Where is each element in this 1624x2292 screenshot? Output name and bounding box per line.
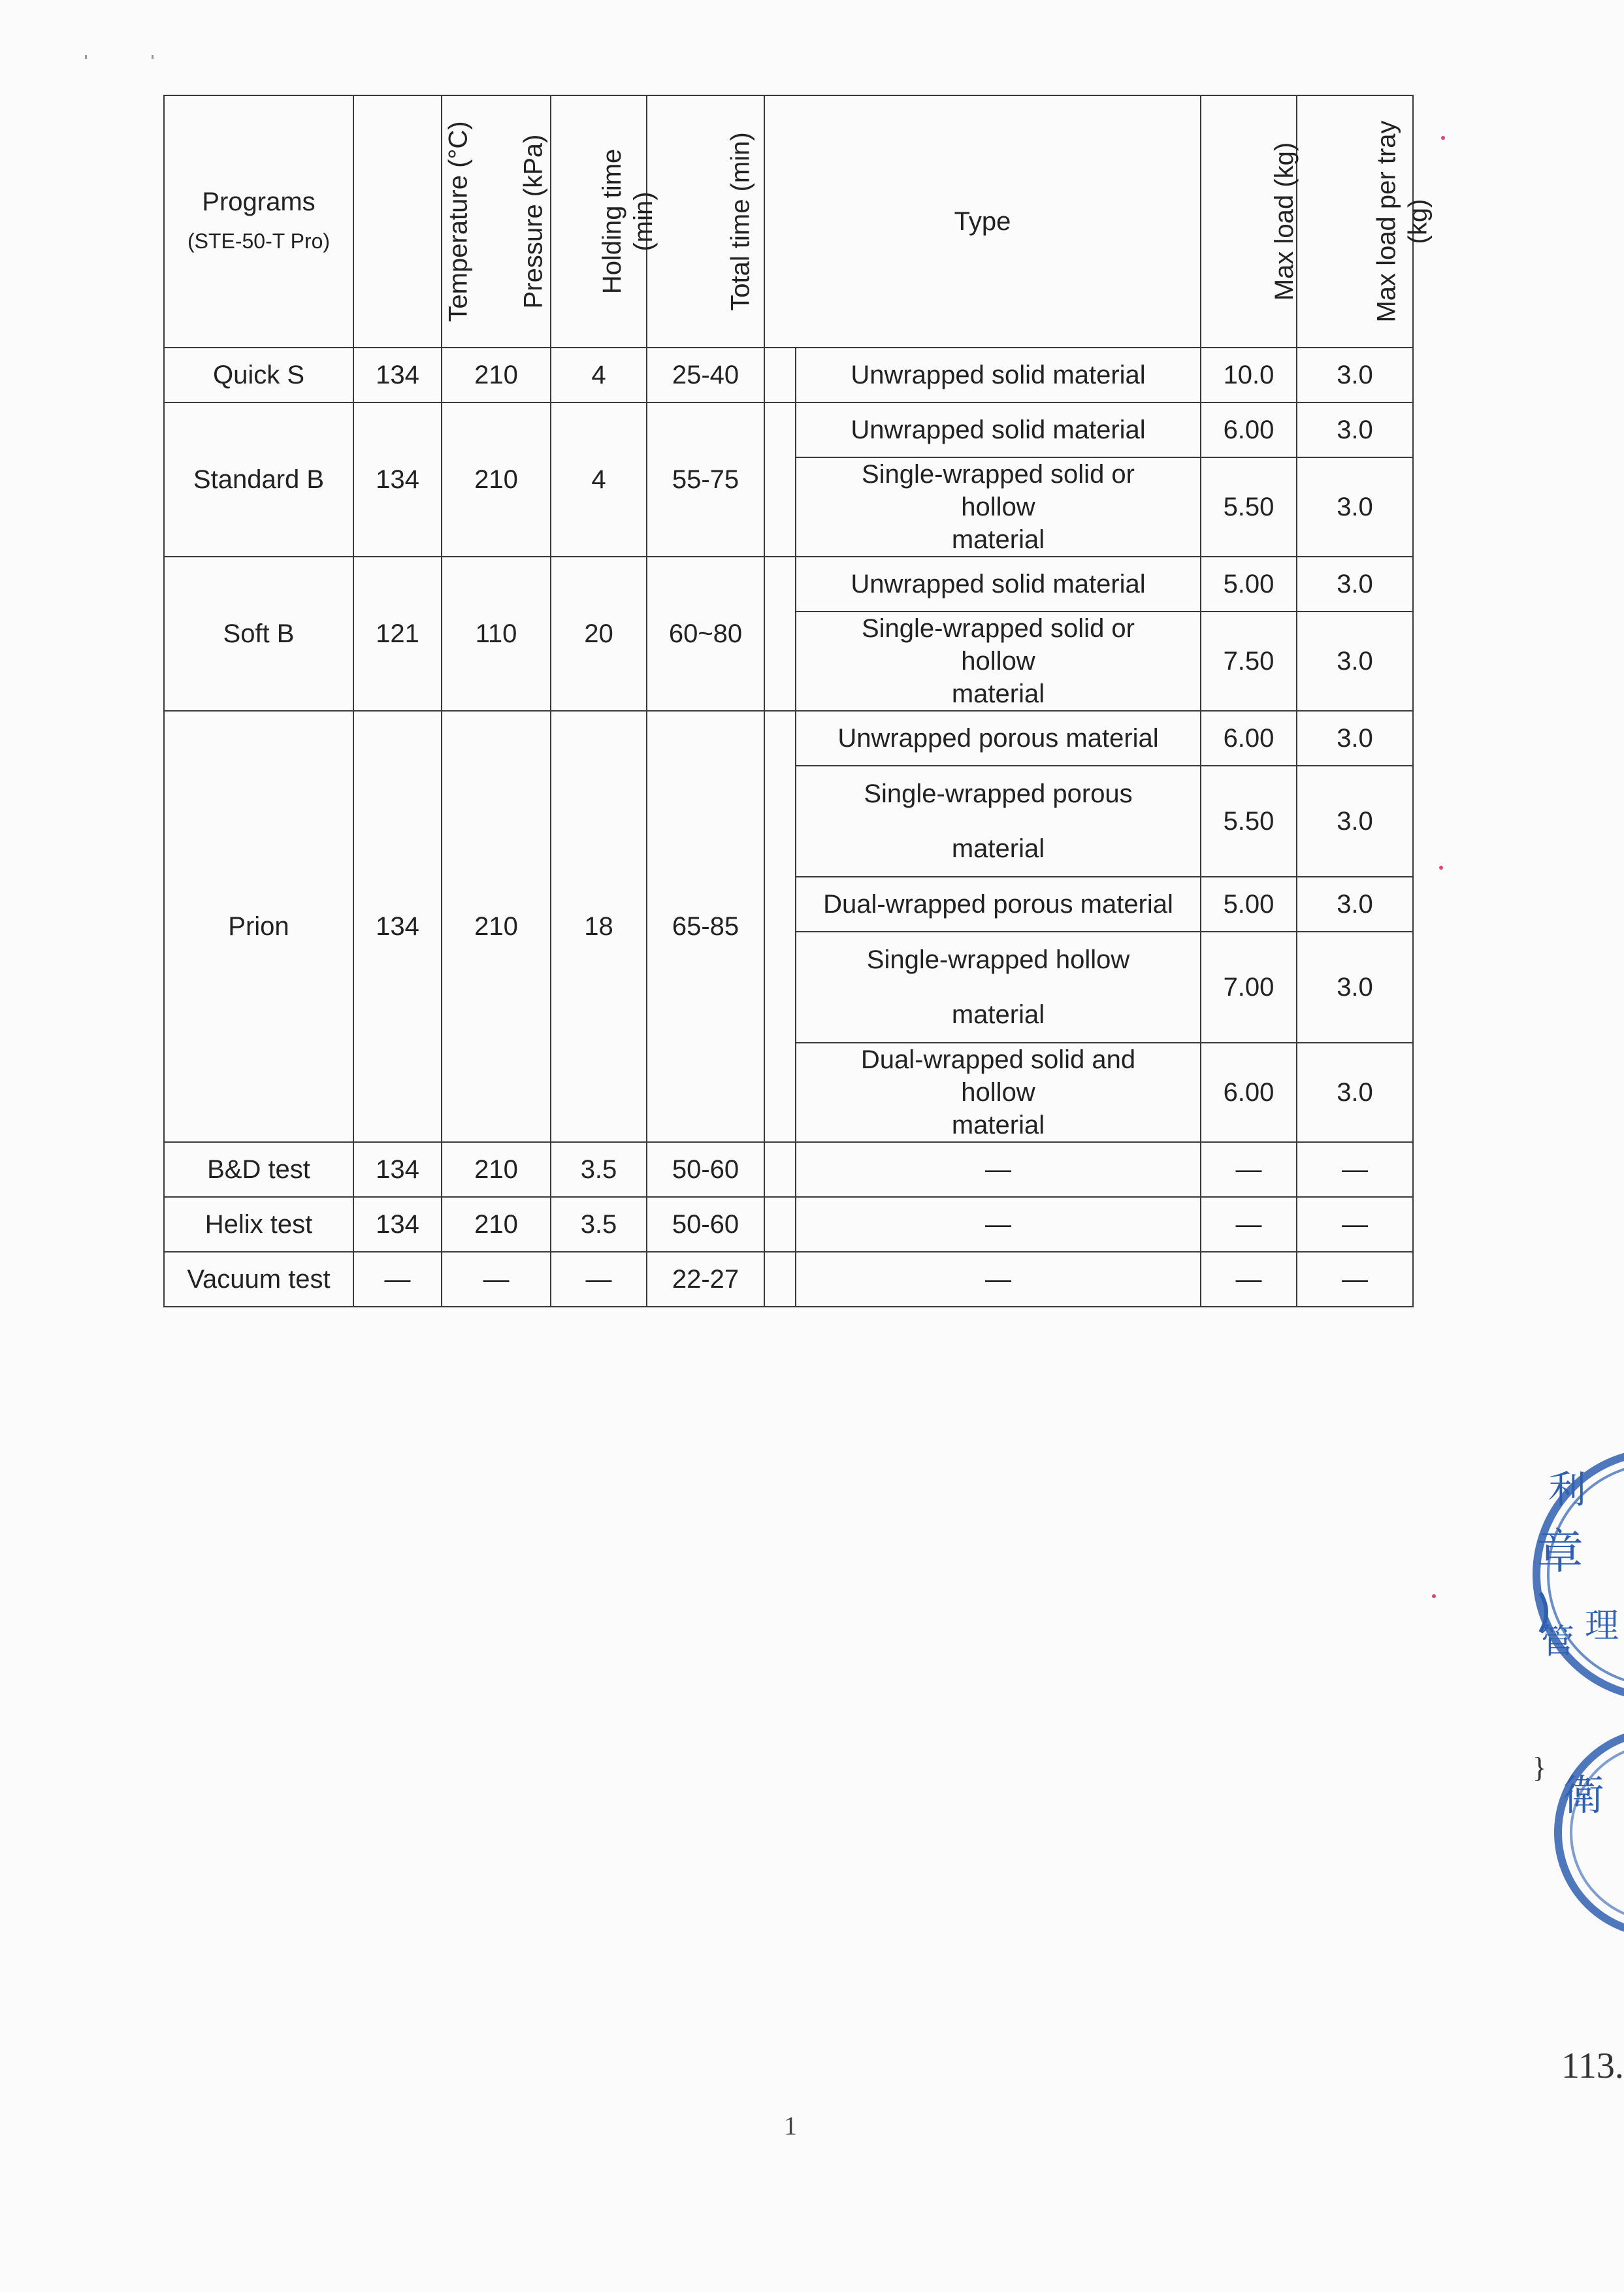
max-load-cell: — [1201, 1197, 1297, 1252]
scan-speck [1432, 1594, 1436, 1598]
max-load-per-tray-cell: 3.0 [1297, 1043, 1413, 1142]
header-model-label: (STE-50-T Pro) [187, 229, 331, 253]
header-max-load-label: Max load (kg) [1270, 142, 1299, 301]
temperature-cell: 134 [353, 1142, 442, 1197]
header-temperature [353, 95, 473, 348]
type-cell [796, 612, 1201, 711]
program-name: Helix test [164, 1197, 353, 1252]
type-line: material [951, 679, 1045, 708]
max-load-cell: 10.0 [1201, 348, 1297, 402]
total-time-cell: 22-27 [647, 1252, 764, 1307]
spacer-cell [764, 557, 796, 711]
scan-speck [1441, 136, 1445, 140]
holding-time-cell: — [551, 1252, 647, 1307]
program-name: B&D test [164, 1142, 353, 1197]
spacer-cell [764, 1197, 796, 1252]
pressure-cell: 210 [442, 711, 551, 1142]
type-line: hollow [961, 1078, 1035, 1107]
holding-time-cell: 18 [551, 711, 647, 1142]
type-line: material [951, 1111, 1045, 1139]
type-line: material [951, 525, 1045, 554]
header-max-load-per-tray [1297, 95, 1433, 348]
side-number: 113. [1561, 2046, 1624, 2086]
table-row [164, 711, 1413, 766]
program-name: Standard B [164, 402, 353, 557]
type-cell: Unwrapped solid material [796, 348, 1201, 402]
type-cell: — [796, 1197, 1201, 1252]
max-load-cell: 5.00 [1201, 877, 1297, 932]
header-temperature-label: Temperature (°C) [444, 121, 473, 322]
max-load-per-tray-cell: — [1297, 1252, 1413, 1307]
type-line: material [951, 834, 1045, 863]
type-cell: Dual-wrapped porous material [796, 877, 1201, 932]
total-time-cell: 65-85 [647, 711, 764, 1142]
total-time-cell: 50-60 [647, 1142, 764, 1197]
type-cell: Unwrapped solid material [796, 557, 1201, 612]
type-line: hollow [961, 647, 1035, 676]
program-name: Soft B [164, 557, 353, 711]
holding-time-cell: 4 [551, 348, 647, 402]
holding-time-cell: 4 [551, 402, 647, 557]
header-holding-time-unit: (min) [629, 191, 658, 252]
type-cell: — [796, 1142, 1201, 1197]
header-total-time-label: Total time (min) [726, 132, 755, 311]
holding-time-cell: 20 [551, 557, 647, 711]
max-load-per-tray-cell: 3.0 [1297, 711, 1413, 766]
program-name: Vacuum test [164, 1252, 353, 1307]
table-row [164, 1252, 1413, 1307]
seal-char: 利 [1548, 1467, 1587, 1512]
max-load-cell: 6.00 [1201, 402, 1297, 457]
type-cell [796, 766, 1201, 877]
holding-time-cell: 3.5 [551, 1142, 647, 1197]
program-name: Quick S [164, 348, 353, 402]
type-cell: Unwrapped solid material [796, 402, 1201, 457]
max-load-per-tray-cell: 3.0 [1297, 348, 1413, 402]
spacer-cell [764, 402, 796, 557]
page-number: 1 [784, 2111, 797, 2140]
max-load-per-tray-cell: 3.0 [1297, 877, 1413, 932]
program-name: Prion [164, 711, 353, 1142]
temperature-cell: 134 [353, 1197, 442, 1252]
seal-char: 管 [1540, 1622, 1575, 1662]
max-load-per-tray-cell: — [1297, 1142, 1413, 1197]
header-max-load-per-tray-unit: (kg) [1403, 199, 1433, 244]
pressure-cell: 110 [442, 557, 551, 711]
spacer-cell [764, 1252, 796, 1307]
max-load-per-tray-cell: 3.0 [1297, 612, 1413, 711]
type-line: Single-wrapped solid or [861, 460, 1135, 489]
temperature-cell: 121 [353, 557, 442, 711]
header-row [164, 95, 1413, 348]
header-max-load-per-tray-label: Max load per tray [1372, 120, 1401, 323]
max-load-cell: — [1201, 1142, 1297, 1197]
pressure-cell: — [442, 1252, 551, 1307]
type-line: Single-wrapped solid or [861, 614, 1135, 643]
scan-speck [85, 55, 87, 59]
header-type [764, 95, 1201, 348]
table-row [164, 1142, 1413, 1197]
table-row [164, 557, 1413, 612]
program-table [163, 95, 1433, 1307]
header-pressure-label: Pressure (kPa) [519, 134, 548, 309]
holding-time-cell: 3.5 [551, 1197, 647, 1252]
max-load-cell: 7.50 [1201, 612, 1297, 711]
max-load-cell: 7.00 [1201, 932, 1297, 1043]
max-load-cell: 5.00 [1201, 557, 1297, 612]
max-load-cell: 5.50 [1201, 457, 1297, 557]
pressure-cell: 210 [442, 402, 551, 557]
type-cell: Unwrapped porous material [796, 711, 1201, 766]
spacer-cell [764, 711, 796, 1142]
header-programs [164, 95, 353, 348]
table-row [164, 402, 1413, 457]
table-row [164, 1197, 1413, 1252]
header-holding-time-label: Holding time [598, 148, 627, 294]
max-load-per-tray-cell: 3.0 [1297, 557, 1413, 612]
max-load-per-tray-cell: 3.0 [1297, 402, 1413, 457]
seal-char: 理 [1585, 1607, 1619, 1646]
scan-speck [152, 55, 154, 59]
official-seal-top [1529, 1444, 1621, 1705]
table-row [164, 348, 1413, 402]
type-cell: — [796, 1252, 1201, 1307]
total-time-cell: 50-60 [647, 1197, 764, 1252]
total-time-cell: 60~80 [647, 557, 764, 711]
spacer-cell [764, 1142, 796, 1197]
type-line: Single-wrapped hollow [866, 945, 1130, 974]
temperature-cell: 134 [353, 348, 442, 402]
pressure-cell: 210 [442, 1142, 551, 1197]
type-cell [796, 932, 1201, 1043]
type-line: material [951, 1000, 1045, 1029]
pressure-cell: 210 [442, 1197, 551, 1252]
total-time-cell: 55-75 [647, 402, 764, 557]
max-load-per-tray-cell: 3.0 [1297, 932, 1413, 1043]
temperature-cell: 134 [353, 402, 442, 557]
max-load-per-tray-cell: 3.0 [1297, 457, 1413, 557]
scan-speck [1439, 866, 1443, 870]
seal-char: 衛 [1563, 1772, 1604, 1820]
pressure-cell: 210 [442, 348, 551, 402]
temperature-cell: — [353, 1252, 442, 1307]
seal-char: 章 [1536, 1524, 1584, 1579]
max-load-per-tray-cell: — [1297, 1197, 1413, 1252]
official-seal-bottom [1548, 1725, 1621, 1940]
header-max-load [1201, 95, 1297, 348]
max-load-cell: — [1201, 1252, 1297, 1307]
header-type-label: Type [954, 207, 1011, 236]
header-holding-time [551, 95, 658, 348]
spacer-cell [764, 348, 796, 402]
header-programs-label: Programs [202, 188, 316, 216]
max-load-per-tray-cell: 3.0 [1297, 766, 1413, 877]
total-time-cell: 25-40 [647, 348, 764, 402]
stray-mark: } [1533, 1752, 1547, 1784]
type-line: hollow [961, 493, 1035, 521]
type-cell [796, 1043, 1201, 1142]
type-cell [796, 457, 1201, 557]
max-load-cell: 6.00 [1201, 1043, 1297, 1142]
type-line: Dual-wrapped solid and [860, 1045, 1136, 1074]
type-line: Single-wrapped porous [864, 779, 1133, 808]
header-total-time [647, 95, 764, 348]
temperature-cell: 134 [353, 711, 442, 1142]
max-load-cell: 6.00 [1201, 711, 1297, 766]
max-load-cell: 5.50 [1201, 766, 1297, 877]
